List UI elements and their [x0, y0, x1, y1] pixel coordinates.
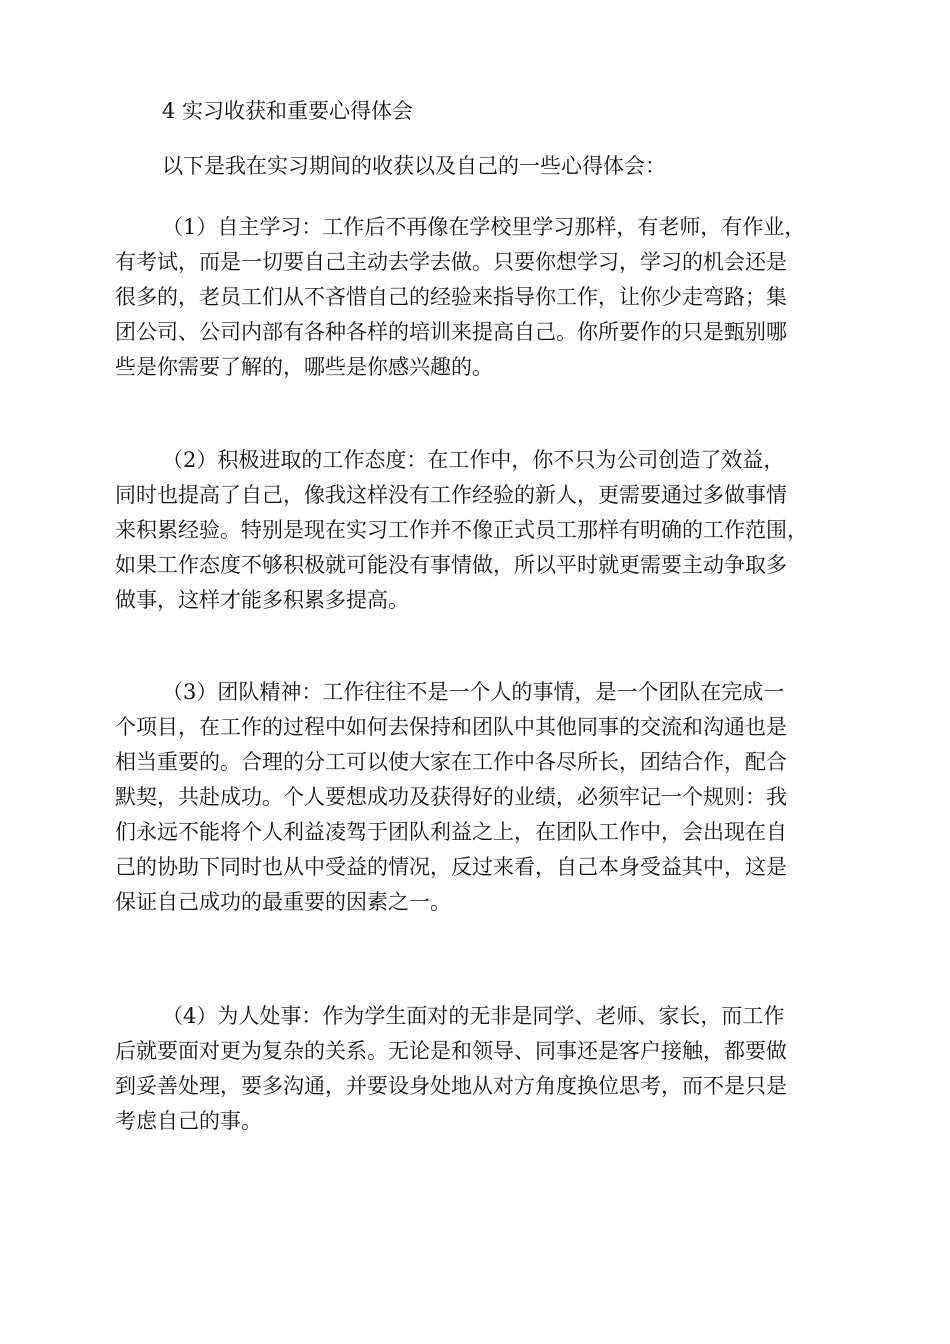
paragraph-line: （2）积极进取的工作态度：在工作中，你不只为公司创造了效益，: [162, 448, 785, 472]
paragraph-line: 己的协助下同时也从中受益的情况，反过来看，自己本身受益其中，这是: [115, 855, 787, 879]
paragraph-line: 做事，这样才能多积累多提高。: [115, 588, 409, 612]
paragraph-line: 些是你需要了解的，哪些是你感兴趣的。: [115, 355, 493, 379]
paragraph-line: 团公司、公司内部有各种各样的培训来提高自己。你所要作的只是甄别哪: [115, 320, 787, 344]
paragraph-team-spirit: [115, 675, 787, 920]
paragraph-line: 很多的，老员工们从不吝惜自己的经验来指导你工作，让你少走弯路；集: [115, 285, 787, 309]
paragraph-line: （1）自主学习：工作后不再像在学校里学习那样，有老师，有作业，: [162, 215, 806, 239]
paragraph-line: 相当重要的。合理的分工可以使大家在工作中各尽所长，团结合作，配合: [115, 750, 787, 774]
paragraph-line: 有考试，而是一切要自己主动去学去做。只要你想学习，学习的机会还是: [115, 250, 787, 274]
paragraph-line: 到妥善处理，要多沟通，并要设身处地从对方角度换位思考，而不是只是: [115, 1074, 787, 1098]
paragraph-self-study: [115, 210, 805, 385]
section-heading: 4 实习收获和重要心得体会: [162, 99, 414, 123]
paragraph-line: 同时也提高了自己，像我这样没有工作经验的新人，更需要通过多做事情: [115, 483, 787, 507]
paragraph-line: 考虑自己的事。: [115, 1109, 262, 1133]
paragraph-line: （3）团队精神：工作往往不是一个人的事情，是一个团队在完成一: [162, 680, 785, 704]
paragraph-line: 以下是我在实习期间的收获以及自己的一些心得体会：: [162, 154, 666, 178]
intro-paragraph: [115, 149, 666, 184]
paragraph-line: 们永远不能将个人利益凌驾于团队利益之上，在团队工作中，会出现在自: [115, 820, 787, 844]
paragraph-line: （4）为人处事：作为学生面对的无非是同学、老师、家长，而工作: [162, 1004, 785, 1028]
paragraph-line: 来积累经验。特别是现在实习工作并不像正式员工那样有明确的工作范围，: [115, 518, 808, 542]
paragraph-line: 后就要面对更为复杂的关系。无论是和领导、同事还是客户接触，都要做: [115, 1039, 787, 1063]
paragraph-work-attitude: [115, 443, 808, 618]
paragraph-line: 保证自己成功的最重要的因素之一。: [115, 890, 451, 914]
paragraph-interpersonal: [115, 999, 787, 1139]
paragraph-line: 如果工作态度不够积极就可能没有事情做，所以平时就更需要主动争取多: [115, 553, 787, 577]
paragraph-line: 个项目，在工作的过程中如何去保持和团队中其他同事的交流和沟通也是: [115, 715, 787, 739]
paragraph-line: 默契，共赴成功。个人要想成功及获得好的业绩，必须牢记一个规则：我: [115, 785, 787, 809]
